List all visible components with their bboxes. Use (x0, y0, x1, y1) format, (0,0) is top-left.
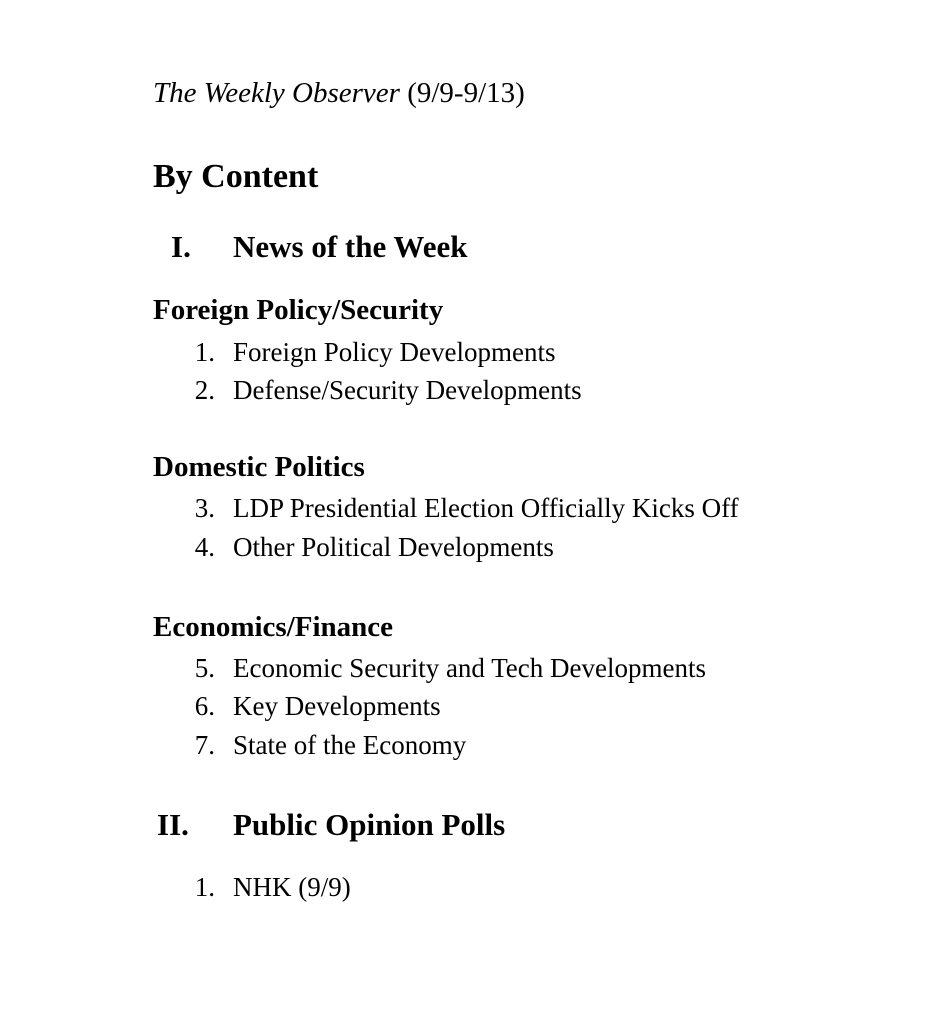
list-item: Economic Security and Tech Developments (233, 653, 706, 683)
section-1-numeral: I. (171, 229, 191, 264)
list-item: Foreign Policy Developments (233, 337, 556, 367)
list-item: NHK (9/9) (233, 872, 351, 902)
list-item: Other Political Developments (233, 532, 554, 562)
list-item: Defense/Security Developments (233, 375, 582, 405)
group-heading-domestic-politics: Domestic Politics (153, 451, 365, 483)
list-item-number: 2. (194, 375, 215, 405)
masthead (153, 79, 525, 108)
list-item-number: 1. (194, 872, 215, 902)
section-1-title: News of the Week (233, 229, 468, 264)
list-item-number: 5. (194, 653, 215, 683)
section-2-title: Public Opinion Polls (233, 807, 506, 842)
section-2-numeral: II. (157, 807, 189, 842)
date-range: (9/9-9/13) (407, 77, 525, 109)
list-item-number: 3. (194, 493, 215, 523)
list-item-number: 7. (194, 730, 215, 760)
list-item: Key Developments (233, 691, 441, 721)
publication-name: The Weekly Observer (153, 77, 400, 109)
group-heading-economics-finance: Economics/Finance (153, 611, 394, 643)
list-item: LDP Presidential Election Officially Kicks Off (233, 493, 739, 523)
list-item-number: 6. (194, 691, 215, 721)
page-title: By Content (153, 158, 319, 195)
list-item-number: 4. (194, 532, 215, 562)
list-item: State of the Economy (233, 730, 467, 760)
group-heading-foreign-policy: Foreign Policy/Security (153, 294, 444, 326)
list-item-number: 1. (194, 337, 215, 367)
